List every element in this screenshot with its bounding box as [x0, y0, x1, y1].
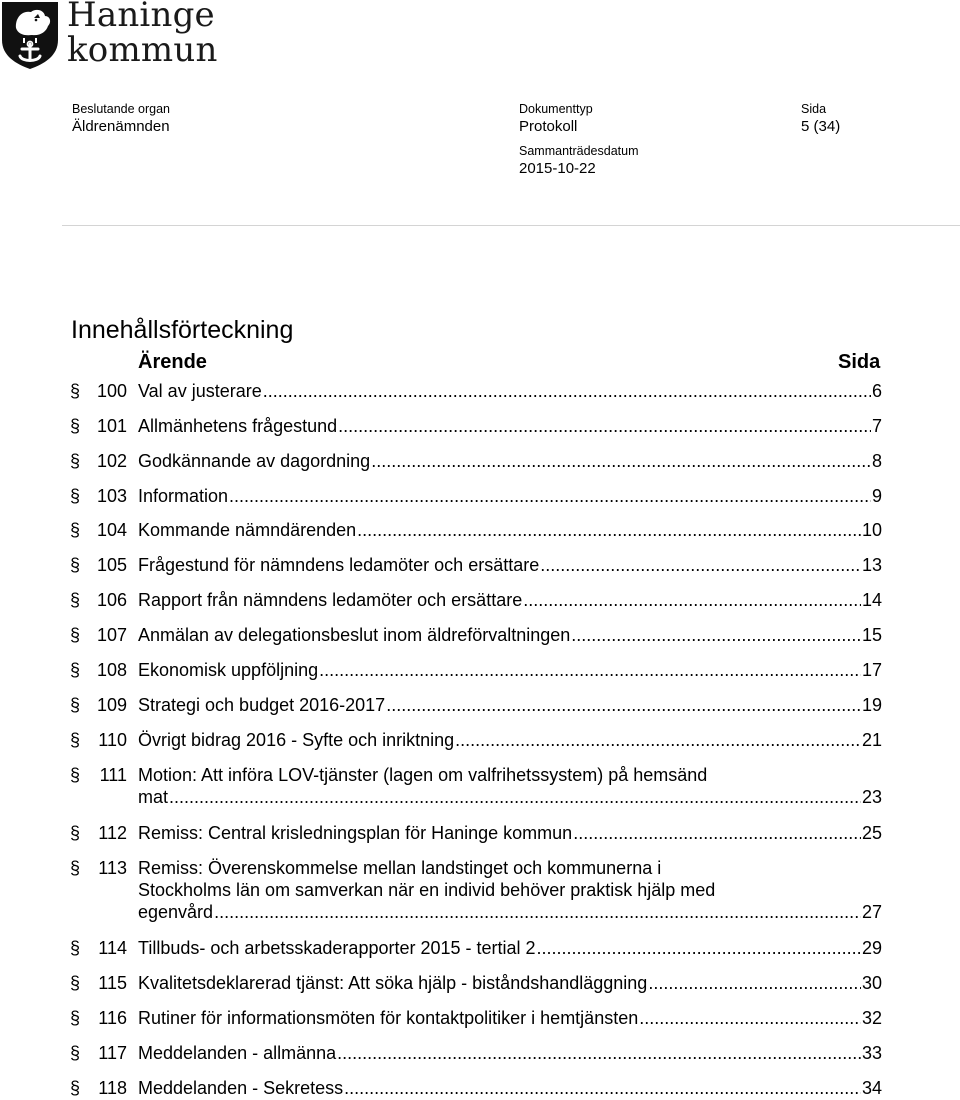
toc-entry-number: 113 [98, 858, 127, 878]
toc-entry-number: 107 [96, 625, 127, 645]
toc-entry-title: Rapport från nämndens ledamöter och ersättare [138, 590, 523, 610]
toc-entry-number: 114 [98, 938, 127, 958]
toc-entry-title: Tillbuds- och arbetsskaderapporter 2015 - tertial 2 [138, 938, 536, 958]
section-sign: § [70, 1008, 81, 1028]
toc-entry-title: Remiss: Central krisledningsplan för Haninge kommun [138, 823, 573, 843]
toc-entry-number: 117 [98, 1043, 127, 1063]
toc-entry-line [138, 519, 882, 541]
logo-wordmark [67, 0, 247, 68]
toc-entry-title: mat [138, 787, 169, 807]
toc-entry-line [138, 1077, 882, 1099]
column-header-arende: Ärende [138, 351, 207, 373]
toc-entry-body [138, 485, 882, 507]
toc-entry-number: 104 [96, 520, 127, 540]
toc-entry-body [138, 554, 882, 576]
toc-entry-number: 118 [98, 1078, 127, 1098]
toc-entry-body [138, 589, 882, 611]
toc-title: Innehållsförteckning [71, 315, 294, 344]
section-sign: § [70, 938, 81, 958]
section-sign: § [70, 973, 81, 993]
meta-beslutande-organ [72, 101, 170, 137]
toc-entry-body [138, 415, 882, 437]
meta-label: Dokumenttyp [519, 102, 593, 116]
dot-leader [169, 786, 861, 808]
meta-label: Beslutande organ [72, 102, 170, 116]
section-sign: § [70, 660, 81, 680]
dot-leader [357, 519, 861, 541]
section-sign: § [70, 730, 81, 750]
toc-entry-body [138, 694, 882, 716]
toc-entry-line [138, 879, 882, 901]
coat-of-arms-icon [0, 0, 60, 70]
toc-entry-body [138, 857, 882, 923]
meta-sida [801, 101, 840, 137]
toc-entry-line [138, 450, 882, 472]
section-sign: § [70, 858, 81, 878]
toc-entry-number: 111 [99, 765, 127, 785]
toc-entry-title: Remiss: Överenskommelse mellan landstinget och kommunerna i [138, 858, 662, 878]
column-header-sida: Sida [838, 351, 881, 373]
toc-entry-number: 116 [98, 1008, 127, 1028]
toc-entry-page: 19 [861, 695, 882, 715]
toc-entry-line [138, 972, 882, 994]
toc-entry-body [138, 659, 882, 681]
toc-entry-title: Kvalitetsdeklarerad tjänst: Att söka hjälp - biståndshandläggning [138, 973, 648, 993]
toc-entry-body [138, 624, 882, 646]
toc-entry-title: Information [138, 486, 229, 506]
toc-entry-line [138, 1042, 882, 1064]
toc-entry-body [138, 1042, 882, 1064]
toc-entry-body [138, 450, 882, 472]
toc-entry-line [138, 589, 882, 611]
dot-leader [571, 624, 861, 646]
meta-label: Sida [801, 102, 827, 116]
toc-entry-body [138, 380, 882, 402]
toc-entry-page: 27 [861, 902, 882, 922]
toc-entry-line [138, 764, 882, 786]
meta-value: 2015-10-22 [519, 160, 596, 177]
toc-entry-line [138, 415, 882, 437]
toc-entry-line [138, 1007, 882, 1029]
toc-entry-body [138, 764, 882, 808]
toc-entry-line [138, 729, 882, 751]
toc-entry-page: 10 [861, 520, 882, 540]
dot-leader [537, 937, 861, 959]
toc-entry-body [138, 729, 882, 751]
toc-entry-page: 29 [861, 938, 882, 958]
toc-entry-page: 14 [861, 590, 882, 610]
toc-entry-title: Strategi och budget 2016-2017 [138, 695, 386, 715]
toc-entry-number: 109 [96, 695, 127, 715]
toc-entry-body [138, 937, 882, 959]
toc-entry-page: 32 [861, 1008, 882, 1028]
toc-entry-title: Motion: Att införa LOV-tjänster (lagen om valfrihetssystem) på hemsänd [138, 765, 708, 785]
toc-entry-body [138, 972, 882, 994]
meta-value: Protokoll [519, 118, 578, 135]
toc-entry-number: 115 [98, 973, 127, 993]
meta-label: Sammanträdesdatum [519, 144, 639, 158]
dot-leader [455, 729, 861, 751]
dot-leader [648, 972, 861, 994]
toc-entry-title: Kommande nämndärenden [138, 520, 357, 540]
section-sign: § [70, 416, 81, 436]
dot-leader [540, 554, 861, 576]
toc-entry-page: 34 [861, 1078, 882, 1098]
dot-leader [386, 694, 861, 716]
toc-entry-body [138, 1007, 882, 1029]
toc-entry-line [138, 624, 882, 646]
dot-leader [337, 1042, 861, 1064]
toc-entry-title: Godkännande av dagordning [138, 451, 371, 471]
toc-entry-page: 7 [871, 416, 882, 436]
toc-entry-number: 105 [96, 555, 127, 575]
toc-entry-title: Övrigt bidrag 2016 - Syfte och inriktning [138, 730, 455, 750]
meta-value: Äldrenämnden [72, 118, 170, 135]
toc-entry-line [138, 485, 882, 507]
toc-entry-number: 112 [98, 823, 127, 843]
meta-sammantradesdatum [519, 143, 639, 179]
toc-entry-page: 6 [871, 381, 882, 401]
toc-entry-page: 25 [861, 823, 882, 843]
toc-entry-title: egenvård [138, 902, 214, 922]
toc-entry-line [138, 694, 882, 716]
section-sign: § [70, 520, 81, 540]
section-sign: § [70, 486, 81, 506]
logo-line-2: kommun [67, 30, 218, 70]
toc-entry-title: Anmälan av delegationsbeslut inom äldreförvaltningen [138, 625, 571, 645]
toc-entry-number: 110 [98, 730, 127, 750]
section-sign: § [70, 765, 81, 785]
toc-entry-title: Frågestund för nämndens ledamöter och ersättare [138, 555, 540, 575]
toc-entry-line [138, 822, 882, 844]
meta-value: 5 (34) [801, 118, 841, 135]
dot-leader [639, 1007, 861, 1029]
header-divider [62, 225, 960, 226]
section-sign: § [70, 823, 81, 843]
toc-entry-line [138, 901, 882, 923]
section-sign: § [70, 625, 81, 645]
toc-entry-number: 102 [96, 451, 127, 471]
section-sign: § [70, 590, 81, 610]
toc-entry-number: 108 [96, 660, 127, 680]
toc-entry-title: Allmänhetens frågestund [138, 416, 338, 436]
dot-leader [371, 450, 871, 472]
section-sign: § [70, 451, 81, 471]
dot-leader [338, 415, 871, 437]
toc-entry-page: 9 [871, 486, 882, 506]
toc-entry-number: 106 [96, 590, 127, 610]
toc-entry-title: Meddelanden - allmänna [138, 1043, 337, 1063]
toc-entry-line [138, 786, 882, 808]
toc-entry-page: 17 [861, 660, 882, 680]
dot-leader [523, 589, 861, 611]
toc-entry-body [138, 1077, 882, 1099]
meta-dokumenttyp [519, 101, 593, 137]
section-sign: § [70, 555, 81, 575]
toc-entry-title: Meddelanden - Sekretess [138, 1078, 344, 1098]
toc-entry-line [138, 857, 882, 879]
toc-entry-page: 23 [861, 787, 882, 807]
toc-entry-title: Val av justerare [138, 381, 262, 401]
section-sign: § [70, 695, 81, 715]
toc-entry-title: Ekonomisk uppföljning [138, 660, 319, 680]
toc-entry-page: 13 [861, 555, 882, 575]
dot-leader [229, 485, 871, 507]
toc-entry-page: 30 [861, 973, 882, 993]
toc-entry-page: 15 [861, 625, 882, 645]
section-sign: § [70, 1043, 81, 1063]
toc-entry-title: Stockholms län om samverkan när en individ behöver praktisk hjälp med [138, 880, 716, 900]
toc-entry-number: 101 [96, 416, 127, 436]
toc-entry-title: Rutiner för informationsmöten för kontaktpolitiker i hemtjänsten [138, 1008, 639, 1028]
toc-entry-page: 33 [861, 1043, 882, 1063]
dot-leader [263, 380, 871, 402]
dot-leader [214, 901, 861, 923]
toc-entry-body [138, 519, 882, 541]
toc-entry-page: 8 [871, 451, 882, 471]
dot-leader [319, 659, 861, 681]
toc-entry-line [138, 554, 882, 576]
toc-entry-body [138, 822, 882, 844]
dot-leader [344, 1077, 861, 1099]
toc-entry-number: 103 [96, 486, 127, 506]
toc-entry-page: 21 [861, 730, 882, 750]
section-sign: § [70, 1078, 81, 1098]
dot-leader [573, 822, 861, 844]
toc-entry-line [138, 380, 882, 402]
logo-line-1: Haninge [67, 0, 215, 35]
toc-entry-line [138, 937, 882, 959]
toc-entry-number: 100 [96, 381, 127, 401]
toc-entry-line [138, 659, 882, 681]
section-sign: § [70, 381, 81, 401]
